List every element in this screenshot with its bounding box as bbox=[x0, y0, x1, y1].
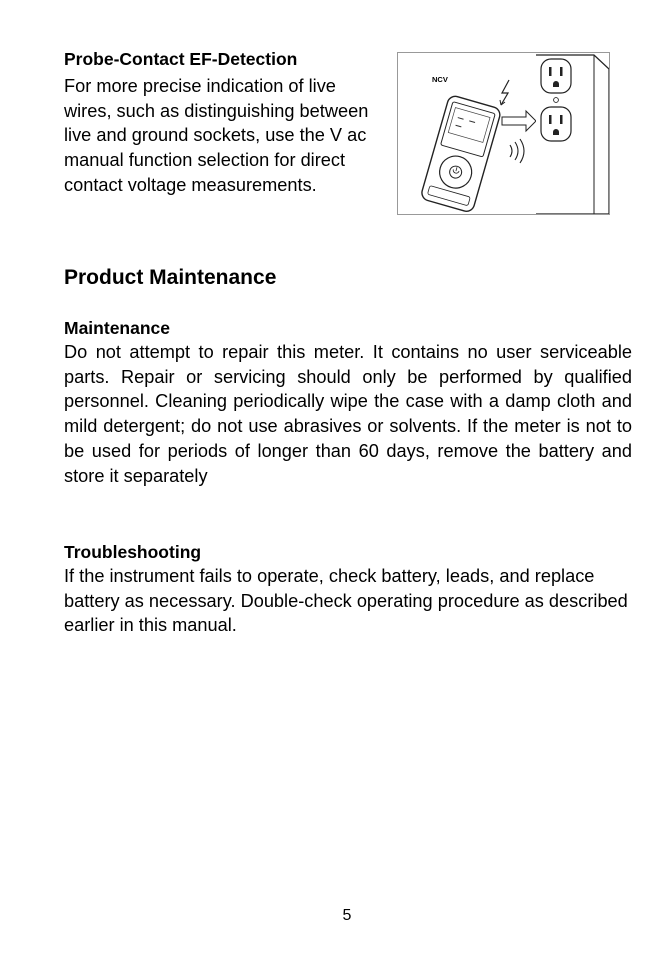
arrow-icon bbox=[502, 111, 536, 131]
troubleshooting-heading: Troubleshooting bbox=[64, 542, 202, 562]
product-maintenance-section bbox=[64, 264, 276, 292]
troubleshooting-body: If the instrument fails to operate, check battery, leads, and replace battery as necessary. Double-check operating procedure as described earlier in this manual. bbox=[64, 566, 628, 636]
meter-outlet-drawing bbox=[398, 53, 609, 214]
maintenance-section bbox=[64, 316, 632, 488]
maintenance-heading: Maintenance bbox=[64, 318, 170, 338]
troubleshooting-section bbox=[64, 540, 634, 638]
product-maintenance-heading: Product Maintenance bbox=[64, 266, 277, 289]
wall-outlet bbox=[536, 55, 609, 214]
probe-contact-section bbox=[64, 47, 384, 198]
probe-contact-heading: Probe-Contact EF-Detection bbox=[64, 49, 298, 69]
page-number: 5 bbox=[342, 907, 352, 924]
signal-waves-icon bbox=[510, 139, 524, 163]
lightning-icon bbox=[501, 80, 509, 105]
ncv-label: NCV bbox=[432, 75, 448, 84]
meter-body bbox=[420, 94, 502, 213]
ncv-illustration bbox=[397, 52, 610, 215]
probe-contact-body: For more precise indication of live wires, such as distinguishing between live and ground sockets, use the V ac manual function selection for direct contact voltage measurements. bbox=[64, 76, 369, 195]
maintenance-body: Do not attempt to repair this meter. It contains no user serviceable parts. Repair or servicing should only be performed by qualified personnel. Cleaning periodically wipe the case with a damp cloth and mild detergent; do not use abrasives or solvents. If the meter is not to be used for periods of longer than 60 days, remove the battery and store it separately bbox=[64, 342, 632, 486]
